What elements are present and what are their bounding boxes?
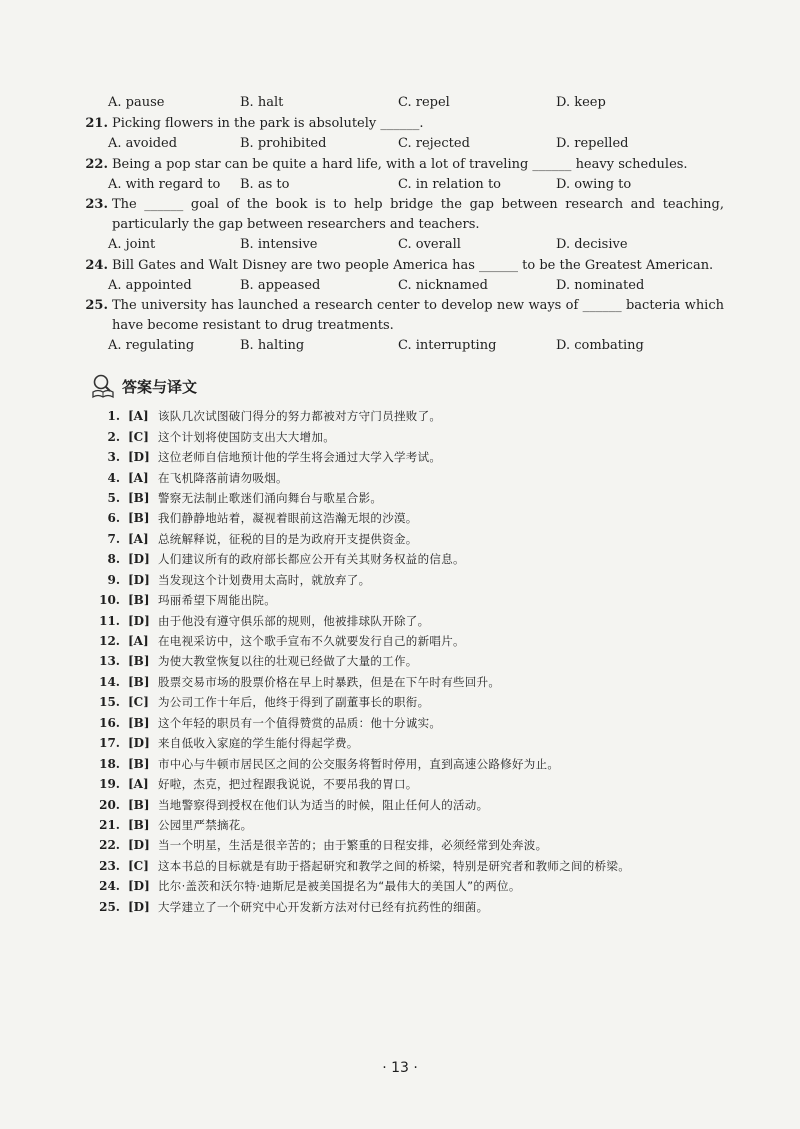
answer-key: [B]: [128, 756, 150, 771]
answer-translation: 在飞机降落前请勿吸烟。: [158, 470, 288, 485]
answer-key: [D]: [128, 613, 150, 628]
option-d: D. keep: [556, 95, 606, 110]
answer-number: 2.: [107, 429, 120, 444]
option-d: D. owing to: [556, 177, 632, 192]
question-20-options: [84, 93, 724, 113]
answer-number: 12.: [99, 634, 120, 649]
list-item: [90, 856, 710, 876]
answer-number: 24.: [99, 879, 120, 894]
answer-number: 21.: [99, 817, 120, 832]
answer-key: [A]: [128, 470, 149, 485]
question-text: The ______ goal of the book is to help bridge the gap between research and teaching, particularly the gap between researchers and teachers.: [112, 197, 724, 232]
answer-translation: 当发现这个计划费用太高时，就放弃了。: [158, 572, 371, 587]
answer-number: 5.: [107, 490, 120, 505]
answer-translation: 警察无法制止歌迷们涌向舞台与歌星合影。: [158, 490, 383, 505]
answer-key: [B]: [128, 511, 150, 526]
list-item: [90, 692, 710, 712]
answers-section-heading: [90, 372, 197, 400]
answer-translation: 公园里严禁摘花。: [158, 817, 253, 832]
answer-translation: 该队几次试图破门得分的努力都被对方守门员挫败了。: [158, 409, 442, 424]
list-item: [90, 774, 710, 794]
answer-number: 9.: [107, 572, 120, 587]
answer-translation: 人们建议所有的政府部长都应公开有关其财务权益的信息。: [158, 552, 465, 567]
answer-number: 25.: [99, 899, 120, 914]
answer-translation: 好啦，杰克，把过程跟我说说，不要吊我的胃口。: [158, 777, 418, 792]
option-a: A. with regard to: [108, 177, 221, 192]
list-item: [90, 406, 710, 426]
list-item: [90, 815, 710, 835]
answer-key: [A]: [128, 409, 149, 424]
answer-translation: 玛丽希望下周能出院。: [158, 593, 276, 608]
answer-key: [B]: [128, 654, 150, 669]
answer-number: 20.: [99, 797, 120, 812]
answer-key: [D]: [128, 572, 150, 587]
option-c: C. in relation to: [398, 177, 501, 192]
answer-key: [D]: [128, 736, 150, 751]
question-number: 22.: [85, 157, 108, 172]
answer-translation: 这个计划将使国防支出大大增加。: [158, 429, 335, 444]
question-number: 23.: [85, 197, 108, 212]
option-d: D. combating: [556, 338, 644, 353]
answer-key: [B]: [128, 593, 150, 608]
answer-key: [D]: [128, 838, 150, 853]
option-a: A. avoided: [108, 136, 178, 151]
answer-translation: 在电视采访中，这个歌手宣布不久就要发行自己的新唱片。: [158, 634, 465, 649]
question-number: 24.: [85, 258, 108, 273]
answer-key: [B]: [128, 715, 150, 730]
option-a: A. pause: [108, 95, 165, 110]
option-b: B. halting: [240, 338, 305, 353]
answer-translation: 由于他没有遵守俱乐部的规则，他被排球队开除了。: [158, 613, 430, 628]
list-item: [90, 897, 710, 917]
question-text: The university has launched a research center to develop new ways of ______ bacteria which have become resistant to drug treatments.: [112, 298, 724, 333]
option-a: A. appointed: [108, 278, 192, 293]
list-item: [90, 447, 710, 467]
answer-translation: 这位老师自信地预计他的学生将会通过大学入学考试。: [158, 450, 442, 465]
option-a: A. joint: [108, 237, 156, 252]
answer-number: 16.: [99, 715, 120, 730]
answer-number: 1.: [107, 409, 120, 424]
question-text: Picking flowers in the park is absolutely ______.: [112, 116, 424, 131]
answer-key: [A]: [128, 777, 149, 792]
option-b: B. prohibited: [240, 136, 327, 151]
answer-translation: 为使大教堂恢复以往的壮观已经做了大量的工作。: [158, 654, 418, 669]
answer-number: 13.: [99, 654, 120, 669]
answer-key: [D]: [128, 899, 150, 914]
option-b: B. intensive: [240, 237, 318, 252]
answer-translation: 来自低收入家庭的学生能付得起学费。: [158, 736, 359, 751]
answer-number: 18.: [99, 756, 120, 771]
answer-key: [C]: [128, 429, 149, 444]
answer-number: 19.: [99, 777, 120, 792]
page-number: · 13 ·: [382, 1060, 418, 1076]
answer-number: 4.: [107, 470, 120, 485]
list-item: [90, 529, 710, 549]
answer-translation: 当一个明星，生活是很辛苦的；由于繁重的日程安排，必须经常到处奔波。: [158, 838, 548, 853]
answer-translation: 这个年轻的职员有一个值得赞赏的品质：他十分诚实。: [158, 715, 442, 730]
answer-number: 7.: [107, 531, 120, 546]
magnifier-book-icon: [90, 373, 116, 399]
question-text: Being a pop star can be quite a hard life, with a lot of traveling ______ heavy schedules.: [112, 157, 688, 172]
option-d: D. nominated: [556, 278, 645, 293]
answer-key: [B]: [128, 674, 150, 689]
option-c: C. repel: [398, 95, 450, 110]
list-item: [90, 733, 710, 753]
answer-key: [B]: [128, 817, 150, 832]
answer-translation: 股票交易市场的股票价格在早上时暴跌，但是在下午时有些回升。: [158, 674, 501, 689]
answer-key: [D]: [128, 552, 150, 567]
option-b: B. halt: [240, 95, 284, 110]
answer-translation: 我们静静地站着，凝视着眼前这浩瀚无垠的沙漠。: [158, 511, 418, 526]
section-title: 答案与译文: [122, 377, 198, 396]
answer-key: [C]: [128, 695, 149, 710]
question-22: [84, 155, 724, 195]
list-item: [90, 590, 710, 610]
list-item: [90, 835, 710, 855]
option-a: A. regulating: [108, 338, 195, 353]
answer-number: 6.: [107, 511, 120, 526]
answer-number: 23.: [99, 858, 120, 873]
list-item: [90, 672, 710, 692]
question-24: [84, 256, 724, 296]
list-item: [90, 549, 710, 569]
list-item: [90, 570, 710, 590]
list-item: [90, 467, 710, 487]
answer-key: [B]: [128, 797, 150, 812]
answer-key: [D]: [128, 879, 150, 894]
option-c: C. nicknamed: [398, 278, 488, 293]
question-number: 21.: [85, 116, 108, 131]
list-item: [90, 488, 710, 508]
question-23: [84, 195, 724, 255]
option-b: B. appeased: [240, 278, 321, 293]
answer-key: [B]: [128, 490, 150, 505]
option-c: C. rejected: [398, 136, 470, 151]
answer-number: 22.: [99, 838, 120, 853]
answer-key: [C]: [128, 858, 149, 873]
answer-number: 17.: [99, 736, 120, 751]
question-text: Bill Gates and Walt Disney are two people America has ______ to be the Greatest American.: [112, 258, 714, 273]
list-item: [90, 794, 710, 814]
answer-number: 8.: [107, 552, 120, 567]
list-item: [90, 426, 710, 446]
answer-number: 14.: [99, 674, 120, 689]
answer-translation: 为公司工作十年后，他终于得到了副董事长的职衔。: [158, 695, 430, 710]
list-item: [90, 631, 710, 651]
question-number: 25.: [85, 298, 108, 313]
option-c: C. interrupting: [398, 338, 497, 353]
question-21: [84, 114, 724, 154]
answer-key: [A]: [128, 634, 149, 649]
option-d: D. decisive: [556, 237, 628, 252]
answer-number: 15.: [99, 695, 120, 710]
option-d: D. repelled: [556, 136, 629, 151]
answer-key: [A]: [128, 531, 149, 546]
list-item: [90, 876, 710, 896]
list-item: [90, 651, 710, 671]
answer-number: 3.: [107, 450, 120, 465]
answers-list: [90, 406, 710, 917]
answer-number: 10.: [99, 593, 120, 608]
answer-translation: 大学建立了一个研究中心开发新方法对付已经有抗药性的细菌。: [158, 899, 489, 914]
list-item: [90, 610, 710, 630]
option-b: B. as to: [240, 177, 290, 192]
list-item: [90, 713, 710, 733]
answer-translation: 当地警察得到授权在他们认为适当的时候，阻止任何人的活动。: [158, 797, 489, 812]
list-item: [90, 508, 710, 528]
answer-translation: 比尔·盖茨和沃尔特·迪斯尼是被美国提名为“最伟大的美国人”的两位。: [158, 879, 521, 894]
answer-key: [D]: [128, 450, 150, 465]
option-c: C. overall: [398, 237, 461, 252]
answer-translation: 这本书总的目标就是有助于搭起研究和教学之间的桥梁，特别是研究者和教师之间的桥梁。: [158, 858, 630, 873]
answer-translation: 总统解释说，征税的目的是为政府开支提供资金。: [158, 531, 418, 546]
answer-number: 11.: [99, 613, 120, 628]
question-25: [84, 296, 724, 356]
list-item: [90, 753, 710, 773]
answer-translation: 市中心与牛顿市居民区之间的公交服务将暂时停用，直到高速公路修好为止。: [158, 756, 560, 771]
